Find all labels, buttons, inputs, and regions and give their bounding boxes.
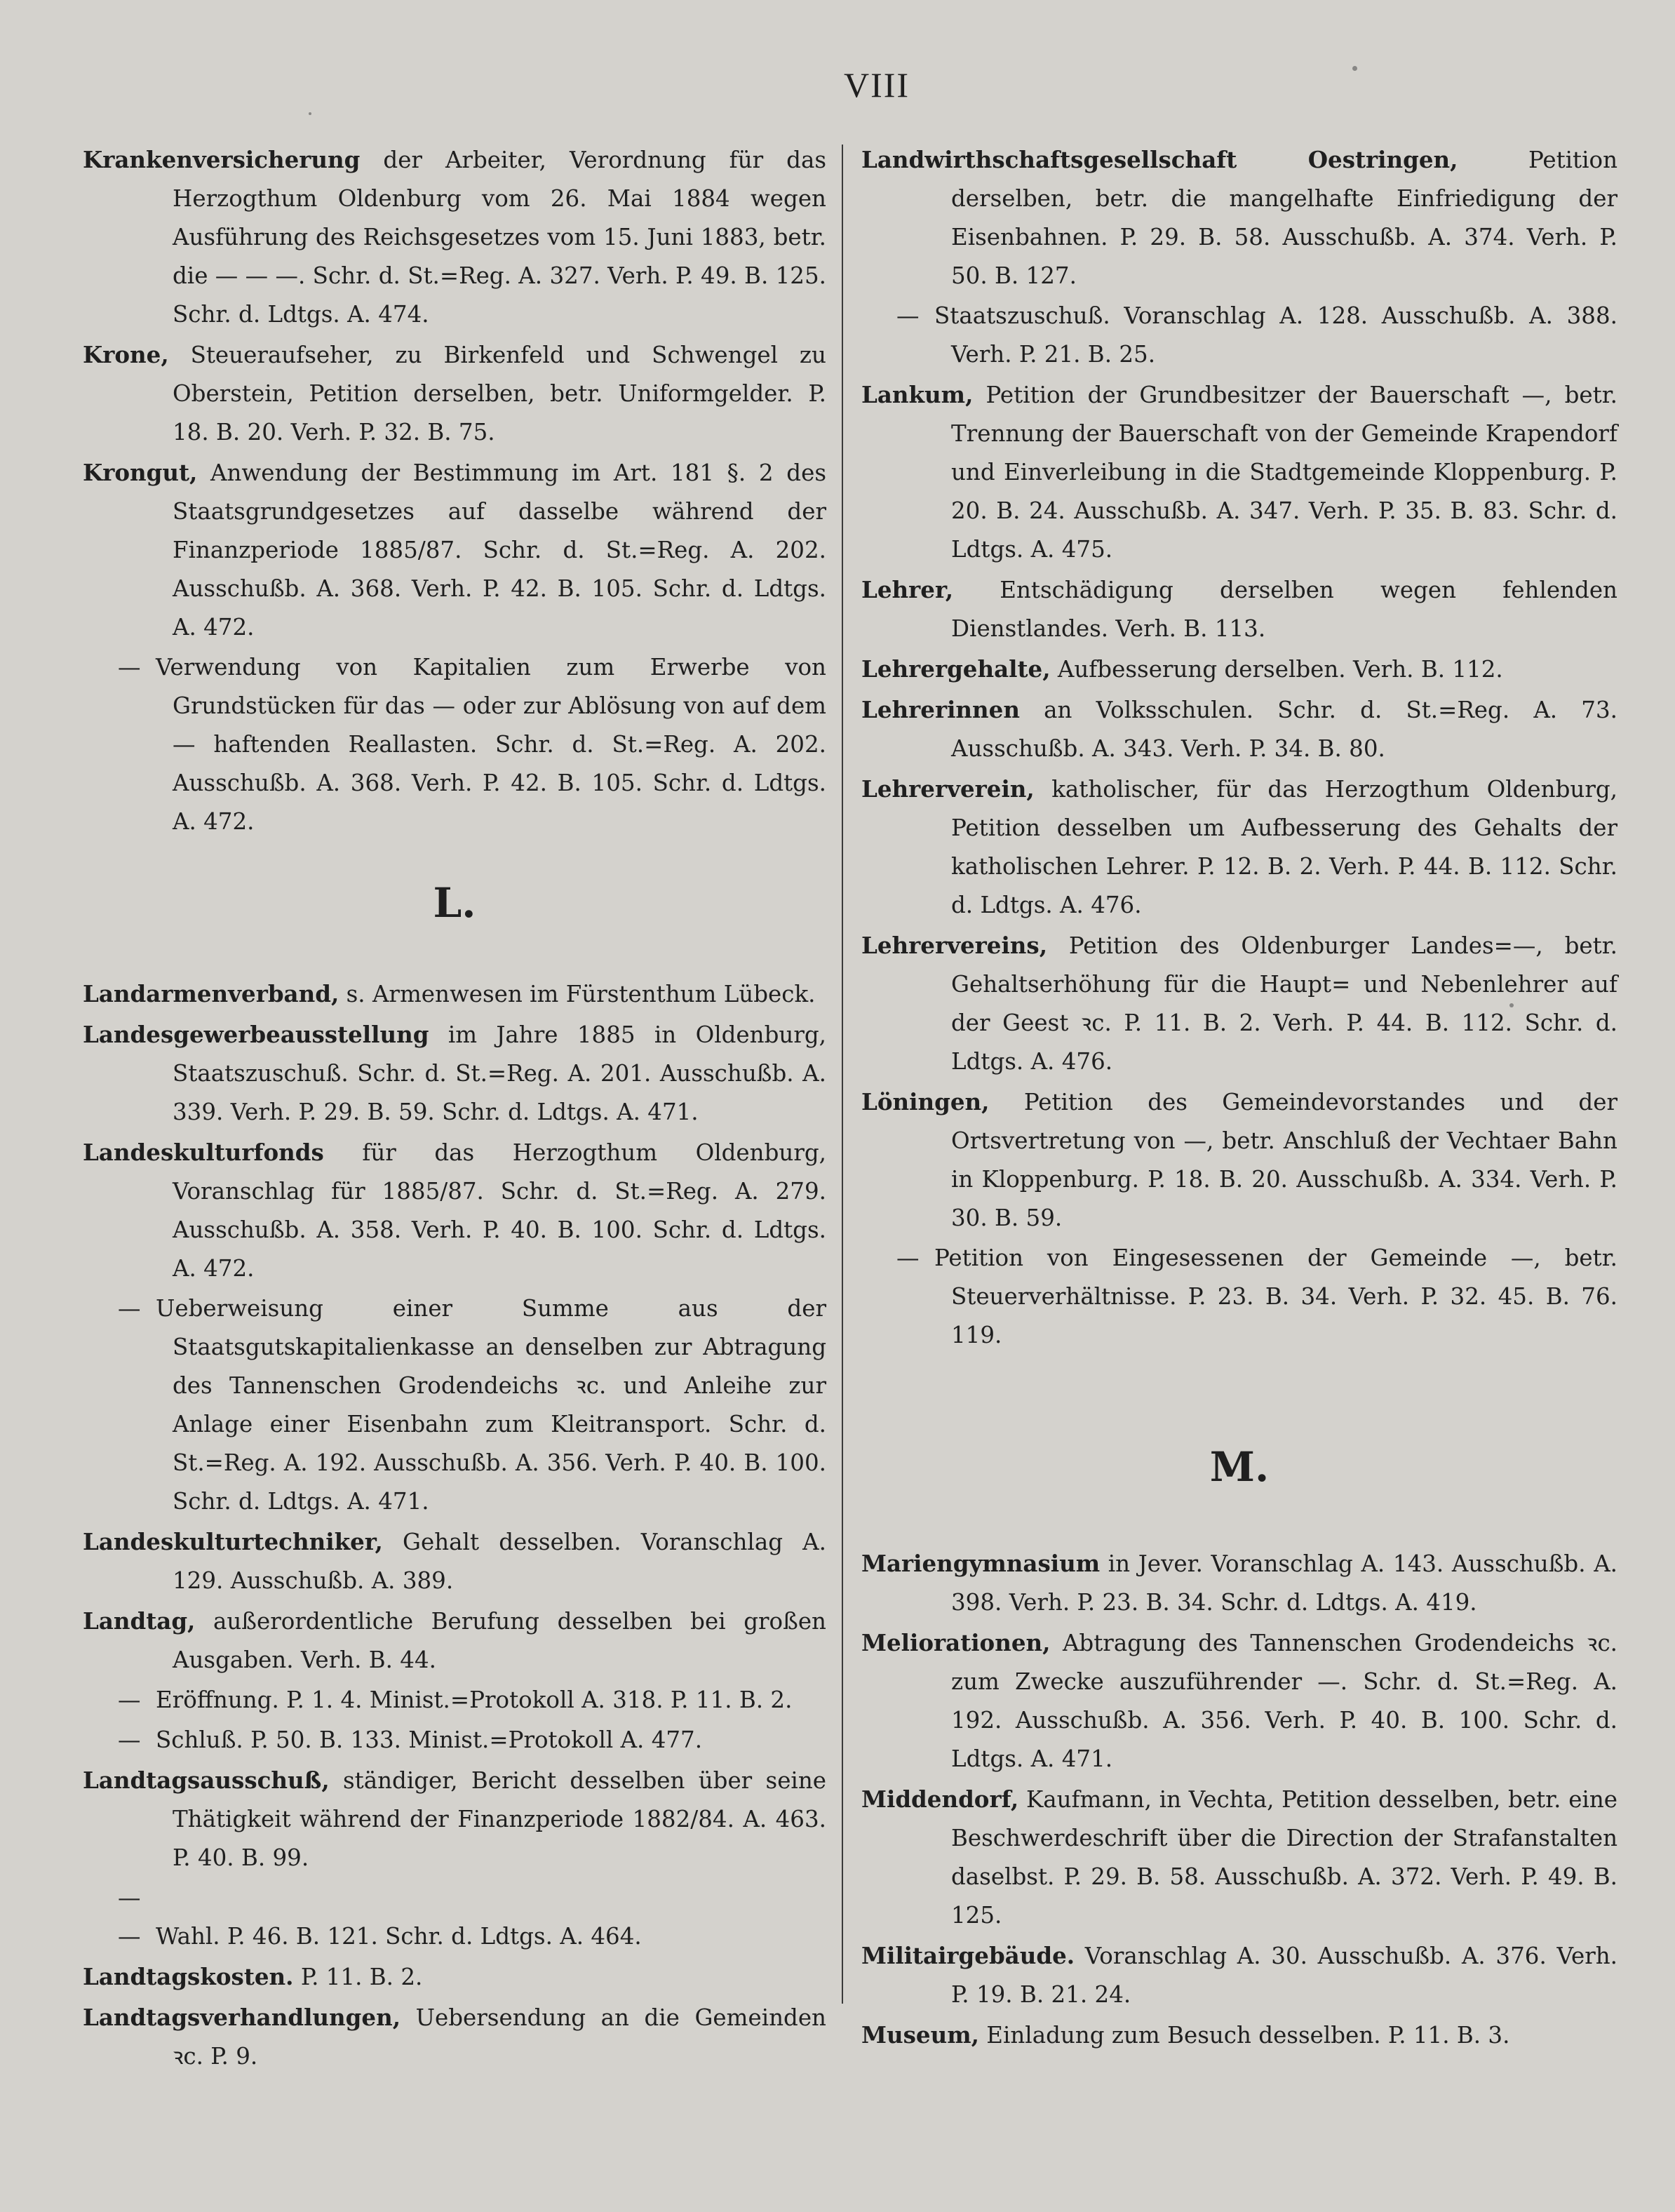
entry-text: Gehalt desselben. Voranschlag A. 129. Ausschußb. A. 389. bbox=[173, 1529, 826, 1594]
entry-headword: Landeskulturfonds bbox=[83, 1139, 324, 1166]
entry-text: für das Herzogthum Oldenburg, Voranschlag für 1885/87. Schr. d. St.=Reg. A. 279. Ausschußb. A. 358. Verh. P. 40. B. 100. Schr. d. Ldtgs. A. 472. bbox=[173, 1139, 826, 1282]
entry-text: Voranschlag A. 30. Ausschußb. A. 376. Verh. P. 19. B. 21. 24. bbox=[951, 1943, 1617, 2008]
entry-text: Anwendung der Bestimmung im Art. 181 §. 2 des Staatsgrundgesetzes auf dasselbe während der Finanzperiode 1885/87. Schr. d. St.=Reg. A. 202. Ausschußb. A. 368. Verh. P. 42. B. 105. Schr. d. Ldtgs. A. 472. bbox=[173, 460, 826, 641]
entry-headword: Landtagsausschuß, bbox=[83, 1767, 330, 1794]
entry-headword: Lankum, bbox=[861, 381, 974, 408]
index-entry bbox=[861, 1082, 1617, 1238]
index-entry bbox=[861, 1780, 1617, 1935]
entry-headword: Landesgewerbeausstellung bbox=[83, 1021, 429, 1048]
entry-text: Kaufmann, in Vechta, Petition desselben, betr. eine Beschwerdeschrift über die Direction der Strafanstalten daselbst. P. 29. B. 58. Ausschußb. A. 372. Verh. P. 49. B. 125. bbox=[951, 1786, 1617, 1929]
entry-headword: Landtag, bbox=[83, 1607, 196, 1635]
entry-headword: Landarmenverband, bbox=[83, 980, 339, 1007]
entry-headword: Landtagsverhandlungen, bbox=[83, 2004, 401, 2031]
paper-speck bbox=[1352, 66, 1357, 71]
repeat-dash: — bbox=[896, 302, 920, 329]
index-entry bbox=[83, 974, 826, 1014]
index-entry bbox=[861, 650, 1617, 689]
right-entries-bottom bbox=[861, 1544, 1617, 2055]
entry-text: Abtragung des Tannenschen Grodendeichs ꝛc. zum Zwecke auszuführender —. Schr. d. St.=Reg. A. 192. Ausschußb. A. 356. Verh. P. 40. B. 100. Schr. d. Ldtgs. A. 471. bbox=[951, 1630, 1617, 1772]
entry-text: Ueberweisung einer Summe aus der Staatsgutskapitalienkasse an denselben zur Abtragung des Tannenschen Grodendeichs ꝛc. und Anleihe zur Anlage einer Eisenbahn zum Kleitransport. Schr. d. St.=Reg. A. 192. Ausschußb. A. 356. Verh. P. 40. B. 100. Schr. d. Ldtgs. A. 471. bbox=[156, 1295, 826, 1515]
entry-text: Verwendung von Kapitalien zum Erwerbe von Grundstücken für das — oder zur Ablösung von auf dem — haftenden Reallasten. Schr. d. St.=Reg. A. 202. Ausschußb. A. 368. Verh. P. 42. B. 105. Schr. d. Ldtgs. A. 472. bbox=[156, 654, 826, 835]
entry-text: Petition derselben, betr. die mangelhafte Einfriedigung der Eisenbahnen. P. 29. B. 58. Ausschußb. A. 374. Verh. P. 50. B. 127. bbox=[951, 147, 1617, 289]
entry-text: P. 11. B. 2. bbox=[293, 1964, 423, 1990]
index-entry bbox=[83, 1602, 826, 1680]
entry-text: in Jever. Voranschlag A. 143. Ausschußb. A. 398. Verh. P. 23. B. 34. Schr. d. Ldtgs. A. 419. bbox=[951, 1550, 1617, 1616]
entry-headword: Krankenversicherung bbox=[83, 146, 361, 173]
entry-text: Steueraufseher, zu Birkenfeld und Schwengel zu Oberstein, Petition derselben, betr. Uniformgelder. P. 18. B. 20. Verh. P. 32. B. 75. bbox=[168, 342, 826, 445]
index-entry bbox=[861, 2016, 1617, 2055]
index-subentry bbox=[861, 1239, 1617, 1355]
index-entry bbox=[861, 770, 1617, 925]
index-entry bbox=[861, 570, 1617, 648]
repeat-dash: — bbox=[118, 1727, 141, 1753]
entry-headword: Landwirthschaftsgesellschaft Oestringen, bbox=[861, 146, 1458, 173]
entry-headword: Lehrerinnen bbox=[861, 696, 1020, 723]
entry-text: Petition des Oldenburger Landes=—, betr. Gehaltserhöhung für die Haupt= und Nebenlehrer auf der Geest ꝛc. P. 11. B. 2. Verh. P. 44. B. 112. Schr. d. Ldtgs. A. 476. bbox=[951, 932, 1617, 1075]
left-entries-bottom bbox=[83, 974, 826, 2076]
entry-headword: Museum, bbox=[861, 2021, 979, 2049]
index-entry bbox=[83, 453, 826, 647]
index-subentry bbox=[83, 1721, 826, 1759]
index-entry bbox=[83, 1761, 826, 1877]
column-divider bbox=[842, 145, 843, 2004]
entry-headword: Lehrergehalte, bbox=[861, 655, 1051, 683]
entry-text: der Arbeiter, Verordnung für das Herzogthum Oldenburg vom 26. Mai 1884 wegen Ausführung des Reichsgesetzes vom 15. Juni 1883, betr. die — — —. Schr. d. St.=Reg. A. 327. Verh. P. 49. B. 125. Schr. d. Ldtgs. A. 474. bbox=[173, 147, 826, 328]
entry-headword: Mariengymnasium bbox=[861, 1550, 1101, 1577]
index-entry bbox=[861, 690, 1617, 768]
index-entry bbox=[861, 140, 1617, 295]
repeat-dash: — bbox=[896, 1245, 920, 1271]
entry-text: s. Armenwesen im Fürstenthum Lübeck. bbox=[339, 981, 816, 1007]
entry-text: Schluß. P. 50. B. 133. Minist.=Protokoll A. 477. bbox=[156, 1727, 703, 1753]
page-number: VIII bbox=[843, 65, 910, 105]
left-entries-top bbox=[83, 140, 826, 841]
entry-headword: Krone, bbox=[83, 341, 169, 368]
entry-text: im Jahre 1885 in Oldenburg, Staatszuschuß. Schr. d. St.=Reg. A. 201. Ausschußb. A. 339. Verh. P. 29. B. 59. Schr. d. Ldtgs. A. 471. bbox=[173, 1021, 826, 1125]
index-entry bbox=[83, 1133, 826, 1288]
entry-headword: Krongut, bbox=[83, 459, 198, 486]
entry-headword: Löningen, bbox=[861, 1088, 990, 1115]
index-entry bbox=[83, 1957, 826, 1997]
index-entry bbox=[861, 1936, 1617, 2014]
entry-headword: Landtagskosten. bbox=[83, 1963, 294, 1990]
index-subentry bbox=[83, 648, 826, 841]
entry-headword: Meliorationen, bbox=[861, 1629, 1051, 1656]
index-subentry bbox=[83, 1681, 826, 1720]
index-entry bbox=[861, 375, 1617, 569]
entry-headword: Militairgebäude. bbox=[861, 1942, 1075, 1969]
entry-text: Einladung zum Besuch desselben. P. 11. B. 3. bbox=[978, 2022, 1510, 2049]
left-column bbox=[83, 140, 826, 2077]
index-entry bbox=[861, 1623, 1617, 1778]
entry-headword: Lehrerverein, bbox=[861, 775, 1035, 803]
index-entry bbox=[83, 1015, 826, 1132]
entry-text: ständiger, Bericht desselben über seine Thätigkeit während der Finanzperiode 1882/84. A. 463. P. 40. B. 99. bbox=[173, 1767, 826, 1871]
index-entry bbox=[861, 926, 1617, 1081]
repeat-dash: — bbox=[118, 1687, 141, 1713]
index-entry bbox=[83, 1998, 826, 2076]
repeat-dash: — bbox=[118, 654, 141, 681]
index-entry bbox=[83, 140, 826, 334]
index-entry bbox=[83, 1522, 826, 1600]
entry-text: Petition der Grundbesitzer der Bauerschaft —, betr. Trennung der Bauerschaft von der Gemeinde Krapendorf und Einverleibung in die Stadtgemeinde Kloppenburg. P. 20. B. 24. Ausschußb. A. 347. Verh. P. 35. B. 83. Schr. d. Ldtgs. A. 475. bbox=[951, 382, 1617, 563]
index-subentry bbox=[861, 297, 1617, 374]
entry-text: Uebersendung an die Gemeinden ꝛc. P. 9. bbox=[173, 2004, 826, 2070]
entry-headword: Lehrervereins, bbox=[861, 932, 1048, 959]
right-entries-top bbox=[861, 140, 1617, 1355]
entry-text: außerordentliche Berufung desselben bei großen Ausgaben. Verh. B. 44. bbox=[173, 1608, 826, 1673]
entry-text: Petition des Gemeindevorstandes und der Ortsvertretung von —, betr. Anschluß der Vechtaer Bahn in Kloppenburg. P. 18. B. 20. Ausschußb. A. 334. Verh. P. 30. B. 59. bbox=[951, 1089, 1617, 1231]
repeat-dash: — bbox=[118, 1295, 141, 1322]
index-subentry bbox=[83, 1879, 826, 1956]
entry-text: Eröffnung. P. 1. 4. Minist.=Protokoll A. 318. P. 11. B. 2. bbox=[156, 1687, 793, 1713]
letter-heading-l: L. bbox=[433, 879, 476, 927]
entry-text: an Volksschulen. Schr. d. St.=Reg. A. 73. Ausschußb. A. 343. Verh. P. 34. B. 80. bbox=[951, 697, 1617, 762]
entry-text: Entschädigung derselben wegen fehlenden Dienstlandes. Verh. B. 113. bbox=[951, 577, 1617, 642]
entry-text: katholischer, für das Herzogthum Oldenburg, Petition desselben um Aufbesserung des Gehalts der katholischen Lehrer. P. 12. B. 2. Verh. P. 44. B. 112. Schr. d. Ldtgs. A. 476. bbox=[951, 776, 1617, 918]
entry-headword: Lehrer, bbox=[861, 576, 954, 603]
index-subentry bbox=[83, 1289, 826, 1521]
right-column bbox=[861, 140, 1617, 2056]
index-entry bbox=[861, 1544, 1617, 1622]
entry-headword: Landeskulturtechniker, bbox=[83, 1528, 383, 1555]
paper-speck bbox=[309, 112, 311, 115]
entry-text: Petition von Eingesessenen der Gemeinde —, betr. Steuerverhältnisse. P. 23. B. 34. Verh. P. 32. 45. B. 76. 119. bbox=[934, 1245, 1617, 1348]
index-entry bbox=[83, 335, 826, 452]
entry-text: Wahl. P. 46. B. 121. Schr. d. Ldtgs. A. 464. bbox=[156, 1923, 642, 1950]
repeat-dash: — — bbox=[118, 1884, 141, 1950]
paper-speck bbox=[1509, 1003, 1514, 1007]
entry-headword: Middendorf, bbox=[861, 1785, 1019, 1813]
letter-heading-m: M. bbox=[1209, 1443, 1270, 1491]
entry-text: Aufbesserung derselben. Verh. B. 112. bbox=[1050, 656, 1503, 683]
entry-text: Staatszuschuß. Voranschlag A. 128. Ausschußb. A. 388. Verh. P. 21. B. 25. bbox=[934, 302, 1617, 368]
